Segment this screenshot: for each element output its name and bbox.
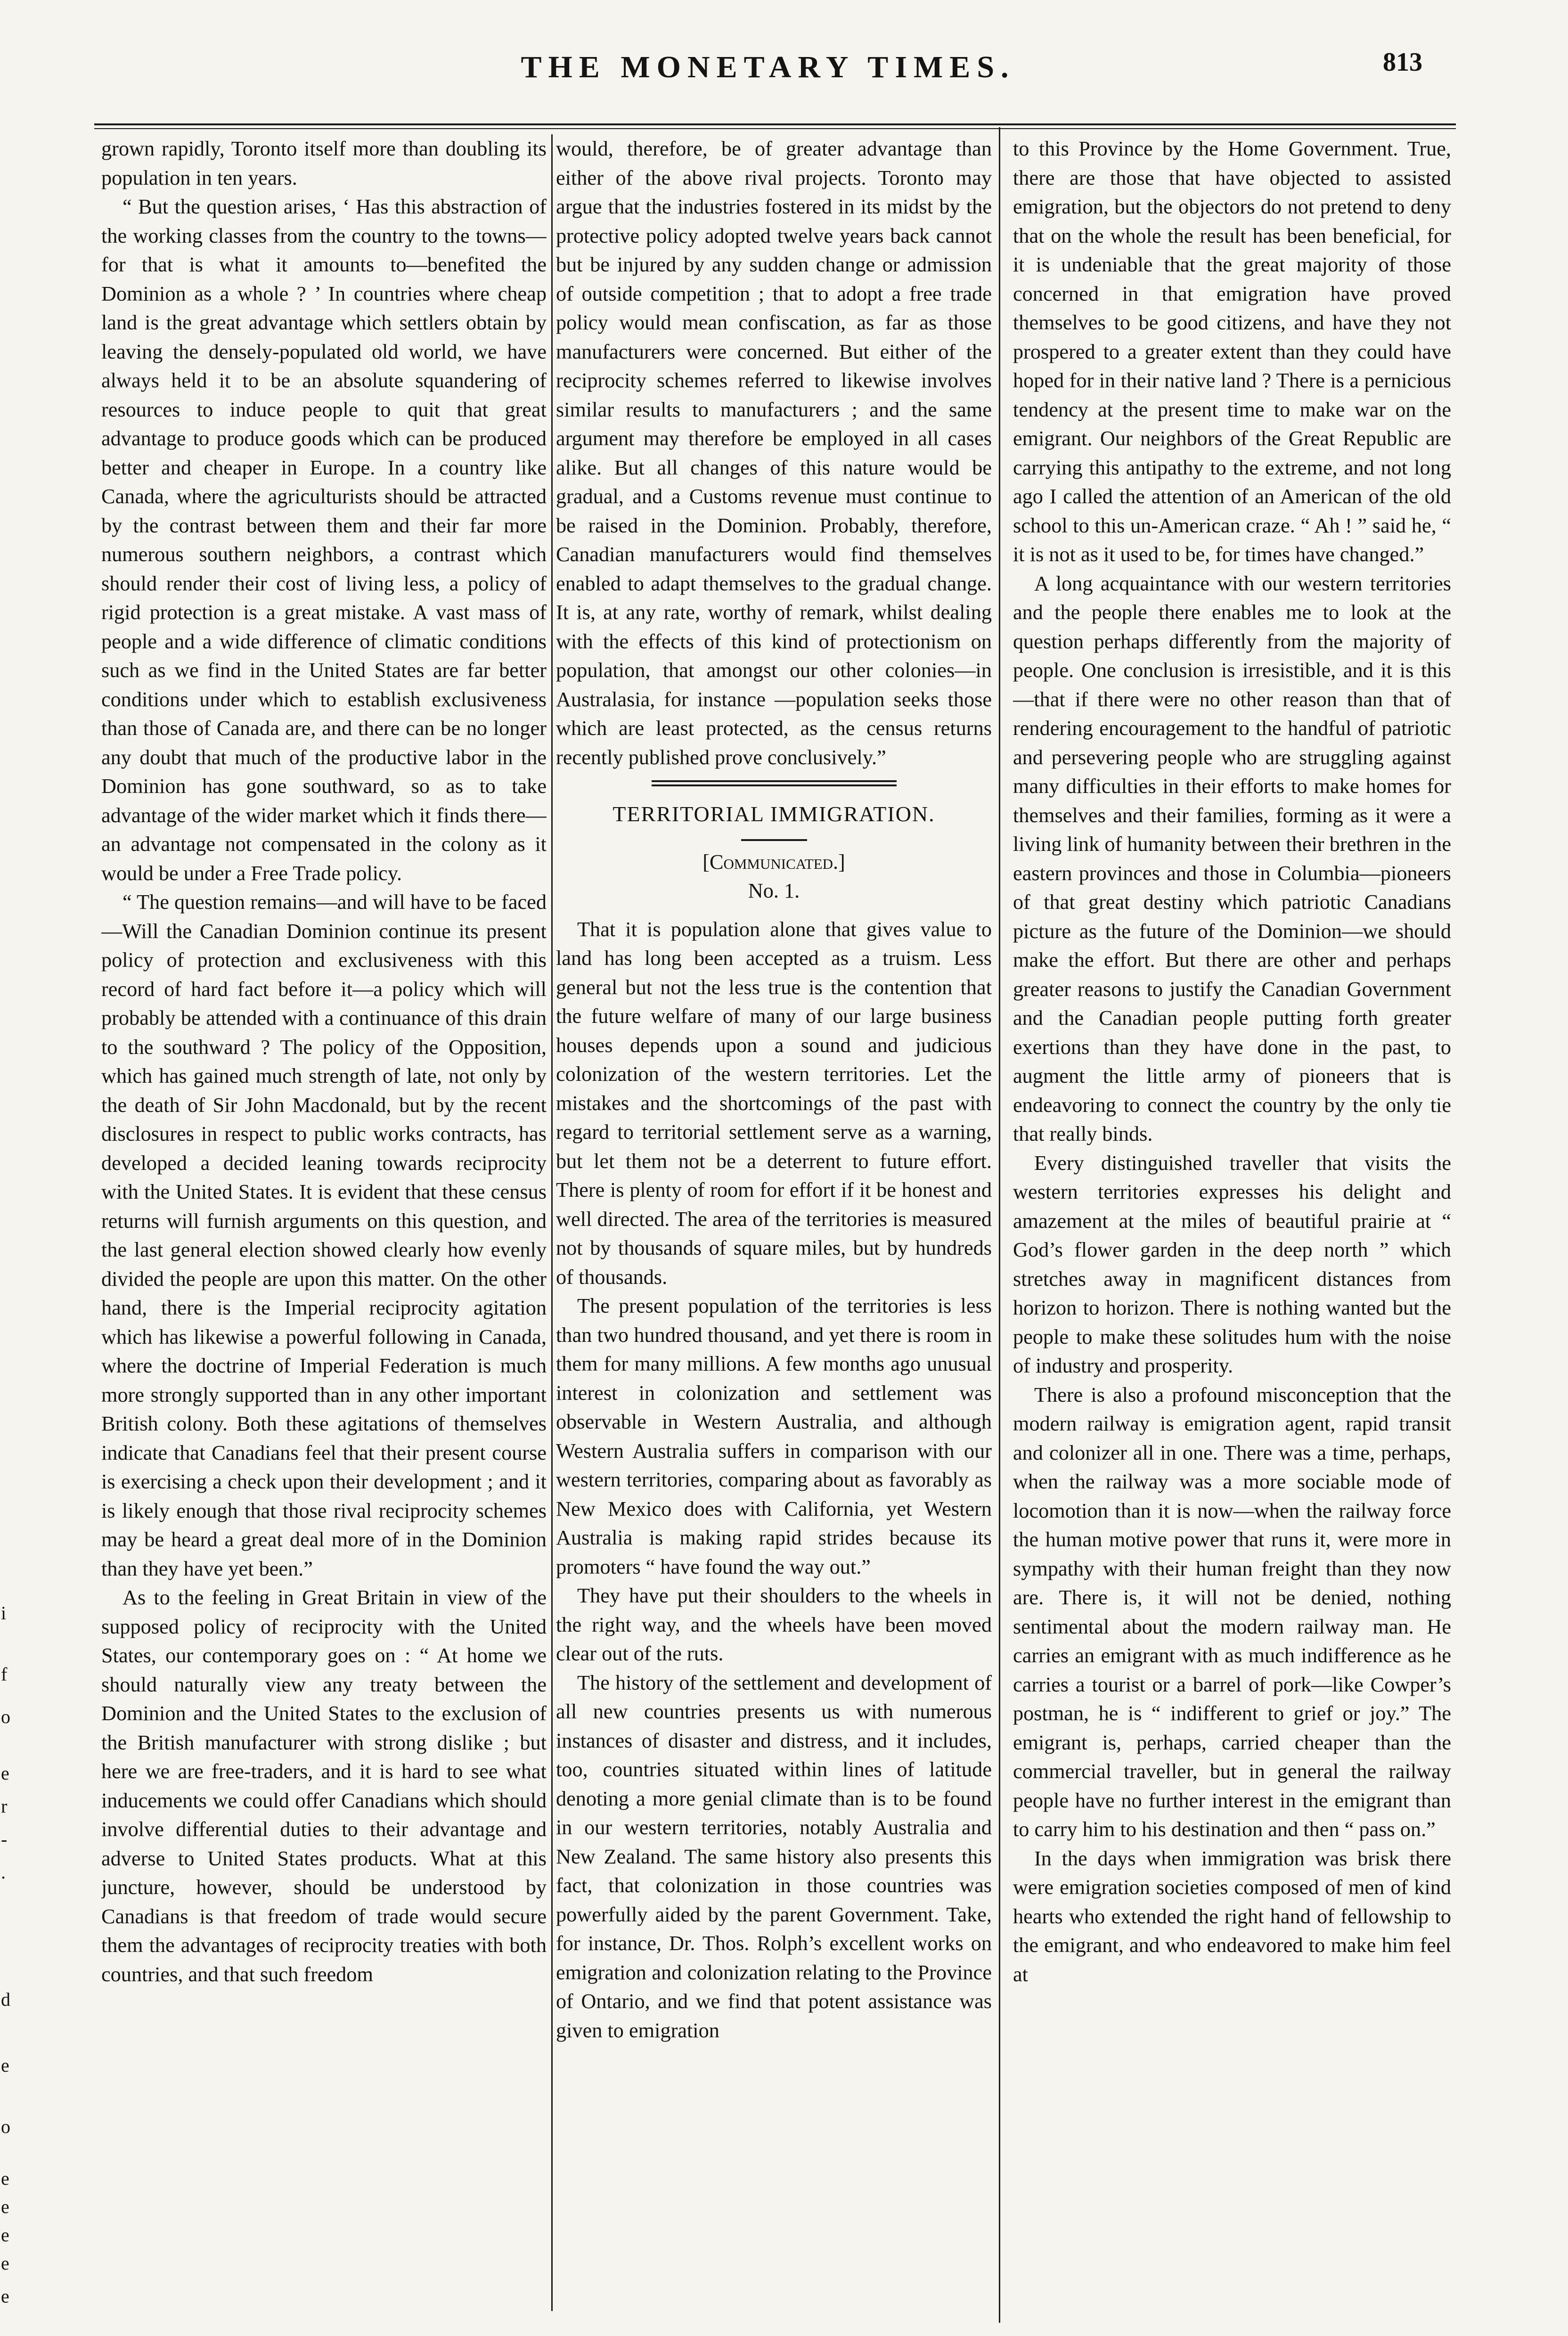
paragraph: to this Province by the Home Government. True, there are those that have objected to assisted emigration, but the objectors do not pretend to deny that on the whole the result has been beneficial, for it is undeniable that the great majority of those concerned in that emigration have proved themselves to be good citizens, and have they not prospered to a greater extent than they could have hoped for in their native land ? There is a pernicious tendency at the present time to make war on the emigrant. Our neighbors of the Great Republic are carrying this antipathy to the extreme, and not long ago I called the attention of an American of the old school to this un-American craze. “ Ah ! ” said he, “ it is not as it used to be, for times have changed.” [1013, 137, 1451, 566]
paragraph: In the days when immigration was brisk there were emigration societies composed of men of kind hearts who extended the right hand of fellowship to the emigrant, and who endeavored to make him feel at [1013, 1846, 1451, 1986]
margin-fragment: o [1, 2116, 10, 2137]
article-number: No. 1. [748, 879, 800, 902]
paragraph: The history of the settlement and development of all new countries presents us with numerous instances of disaster and distress, and it includes, too, countries situated within lines of latitude denoting a more genial climate than is to be found in our western territories, notably Australia and New Zealand. The same history also presents this fact, that colonization in those countries was powerfully aided by the parent Government. Take, for instance, Dr. Thos. Rolph’s excellent works on emigration and colonization relating to the Province of Ontario, and we find that potent assistance was given to emigration [556, 1671, 992, 2042]
paragraph: would, therefore, be of greater advantage than either of the above rival projects. Toronto may argue that the industries fostered in its midst by the protective policy adopted twelve years back cannot but be injured by any sudden change or admission of outside competition ; that to adopt a free trade policy would mean confiscation, as far as those manufacturers were concerned. But either of the reciprocity schemes referred to likewise involves similar results to manufacturers ; and the same argument may therefore be employed in all cases alike. But all changes of this nature would be gradual, and a Customs revenue must continue to be raised in the Dominion. Probably, therefore, Canadian manufacturers would find themselves enabled to adapt themselves to the gradual change. It is, at any rate, worthy of remark, whilst dealing with the effects of this kind of protectionism on population, that amongst our other colonies—in Australasia, for instance —population seeks those which are least protected, as the census returns recently published prove conclusively.” [556, 137, 992, 769]
column-divider-1 [551, 134, 553, 2311]
page-number: 813 [1383, 48, 1422, 77]
margin-fragment: e [1, 2224, 9, 2246]
margin-fragment: - [1, 1829, 8, 1850]
paragraph: The present population of the territories is less than two hundred thousand, and yet there is room in them for many millions. A few months ago unusual interest in colonization and settlement was observable in Western Australia, and although Western Australia suffers in comparison with our western territories, comparing about as favorably as New Mexico does with California, yet Western Australia is making rapid strides because its promoters “ have found the way out.” [556, 1294, 992, 1578]
margin-fragment: . [1, 1862, 6, 1883]
margin-fragments [0, 0, 14, 2336]
margin-fragment: e [1, 2168, 9, 2189]
paragraph: A long acquaintance with our western territories and the people there enables me to look at the question perhaps differently from the majority of people. One conclusion is irresistible, and it is this—that if there were no other reason than that of rendering encouragement to the handful of patriotic and persevering people who are struggling against many difficulties in their efforts to make homes for themselves and their families, forming as it were a living link of humanity between their brethren in the eastern provinces and those in Columbia—pioneers of that great destiny which patriotic Canadians picture as the future of the Dominion—we should make the effort. But there are other and perhaps greater reasons to justify the Canadian Government and the Canadian people putting forth greater exertions than they have done in the past, to augment the little army of pioneers that is endeavoring to connect the country by the only tie that really binds. [1013, 572, 1451, 1145]
masthead-title: THE MONETARY TIMES. [521, 50, 1015, 84]
margin-fragment: e [1, 2196, 9, 2217]
column-2 [556, 134, 992, 2311]
margin-fragment: e [1, 2055, 9, 2076]
paragraph: “ The question remains—and will have to be faced—Will the Canadian Dominion continue its present policy of protection and exclusiveness with this record of hard fact before it—a policy which will probably be attended with a continuance of this drain to the southward ? The policy of the Opposition, which has gained much strength of late, not only by the death of Sir John Macdonald, but by the recent disclosures in respect to public works contracts, has developed a decided leaning towards reciprocity with the United States. It is evident that these census returns will furnish arguments on this question, and the last general election showed clearly how evenly divided the people are upon this matter. On the other hand, there is the Imperial reciprocity agitation which has likewise a powerful following in Canada, where the doctrine of Imperial Federation is much more strongly supported than in any other important British colony. Both these agitations of themselves indicate that Canadians feel that their present course is exercising a check upon their development ; and it is likely enough that those rival reciprocity schemes may be heard a great deal more of in the Dominion than they have yet been.” [101, 890, 547, 1580]
column-1 [101, 134, 547, 2311]
paragraph: There is also a profound misconception that the modern railway is emigration agent, rapid transit and colonizer all in one. There was a time, perhaps, when the railway was a more sociable mode of locomotion than it is now—when the railway force the human motive power that runs it, were more in sympathy with their human freight than they now are. There is, it will not be denied, nothing sentimental about the modern railway man. He carries an emigrant with as much indifference as he carries a tourist or a barrel of pork—like Cowper’s postman, he is “ indifferent to grief or joy.” The emigrant is, perhaps, carried cheaper than the commercial traveller, but in general the railway people have no further interest in the emigrant than to carry him to his destination and then “ pass on.” [1013, 1383, 1451, 1841]
paragraph: As to the feeling in Great Britain in view of the supposed policy of reciprocity with the United States, our contemporary goes on : “ At home we should naturally view any treaty between the Dominion and the United States to the exclusion of the British manufacturer with strong dislike ; but here we are free-traders, and it is hard to see what inducements we could offer Canadians which should involve differential duties to their advantage and adverse to United States products. What at this juncture, however, should be understood by Canadians is that freedom of trade would secure them the advantages of reciprocity treaties with both countries, and that such freedom [101, 1586, 547, 1986]
section-separator [652, 780, 897, 786]
paragraph: They have put their shoulders to the wheels in the right way, and the wheels have been moved clear out of the ruts. [556, 1584, 992, 1665]
margin-fragment: e [1, 2253, 9, 2274]
paragraph: Every distinguished traveller that visits the western territories expresses his delight and amazement at the miles of beautiful prairie at “ God’s flower garden in the deep north ” which stretches away in magnificent distances from horizon to horizon. There is nothing wanted but the people to make these solitudes hum with the noise of industry and prosperity. [1013, 1151, 1451, 1377]
header-rule-bottom [94, 128, 1456, 129]
margin-fragment: e [1, 1763, 9, 1784]
margin-fragment: e [1, 2286, 9, 2307]
column-divider-2 [999, 127, 1000, 2323]
margin-fragment: f [1, 1664, 8, 1685]
margin-fragment: d [1, 1989, 10, 2010]
paragraph: That it is population alone that gives value to land has long been accepted as a truism. Less general but not the less true is the contention that the future welfare of many of our large business houses depends upon a sound and judicious colonization of the western territories. Let the mistakes and the shortcomings of the past with regard to territorial settlement serve as a warning, but let them not be a deterrent to future effort. There is plenty of room for effort if it be honest and well directed. The area of the territories is measured not by thousands of square miles, but by hundreds of thousands. [556, 917, 992, 1289]
article-title: TERRITORIAL IMMIGRATION. [612, 802, 935, 826]
column-3 [1013, 134, 1451, 2311]
margin-fragment: o [1, 1706, 10, 1727]
margin-fragment: r [1, 1796, 8, 1817]
header-rule-top [94, 123, 1456, 125]
margin-fragment: i [1, 1602, 7, 1624]
paragraph: “ But the question arises, ‘ Has this abstraction of the working classes from the country to the towns—for that is what it amounts to—benefited the Dominion as a whole ? ’ In countries where cheap land is the great advantage which settlers obtain by leaving the densely-populated old world, we have always held it to be an absolute squandering of resources to induce people to quit that great advantage to produce goods which can be produced better and cheaper in Europe. In a country like Canada, where the agriculturists should be attracted by the contrast between them and their far more numerous southern neighbors, a contrast which should render their cost of living less, a policy of rigid protection is a great mistake. A vast mass of people and a wide difference of climatic conditions such as we find in the United States are far better conditions under which to establish exclusiveness than those of Canada are, and there can be no longer any doubt that much of the productive labor in the Dominion has gone southward, so as to take advantage of the wider market which it finds there—an advantage not compensated in the colony as it would be under a Free Trade policy. [101, 195, 547, 885]
title-rule [741, 839, 807, 841]
article-tag: [Communicated.] [702, 850, 845, 874]
paragraph: grown rapidly, Toronto itself more than doubling its population in ten years. [101, 137, 547, 189]
